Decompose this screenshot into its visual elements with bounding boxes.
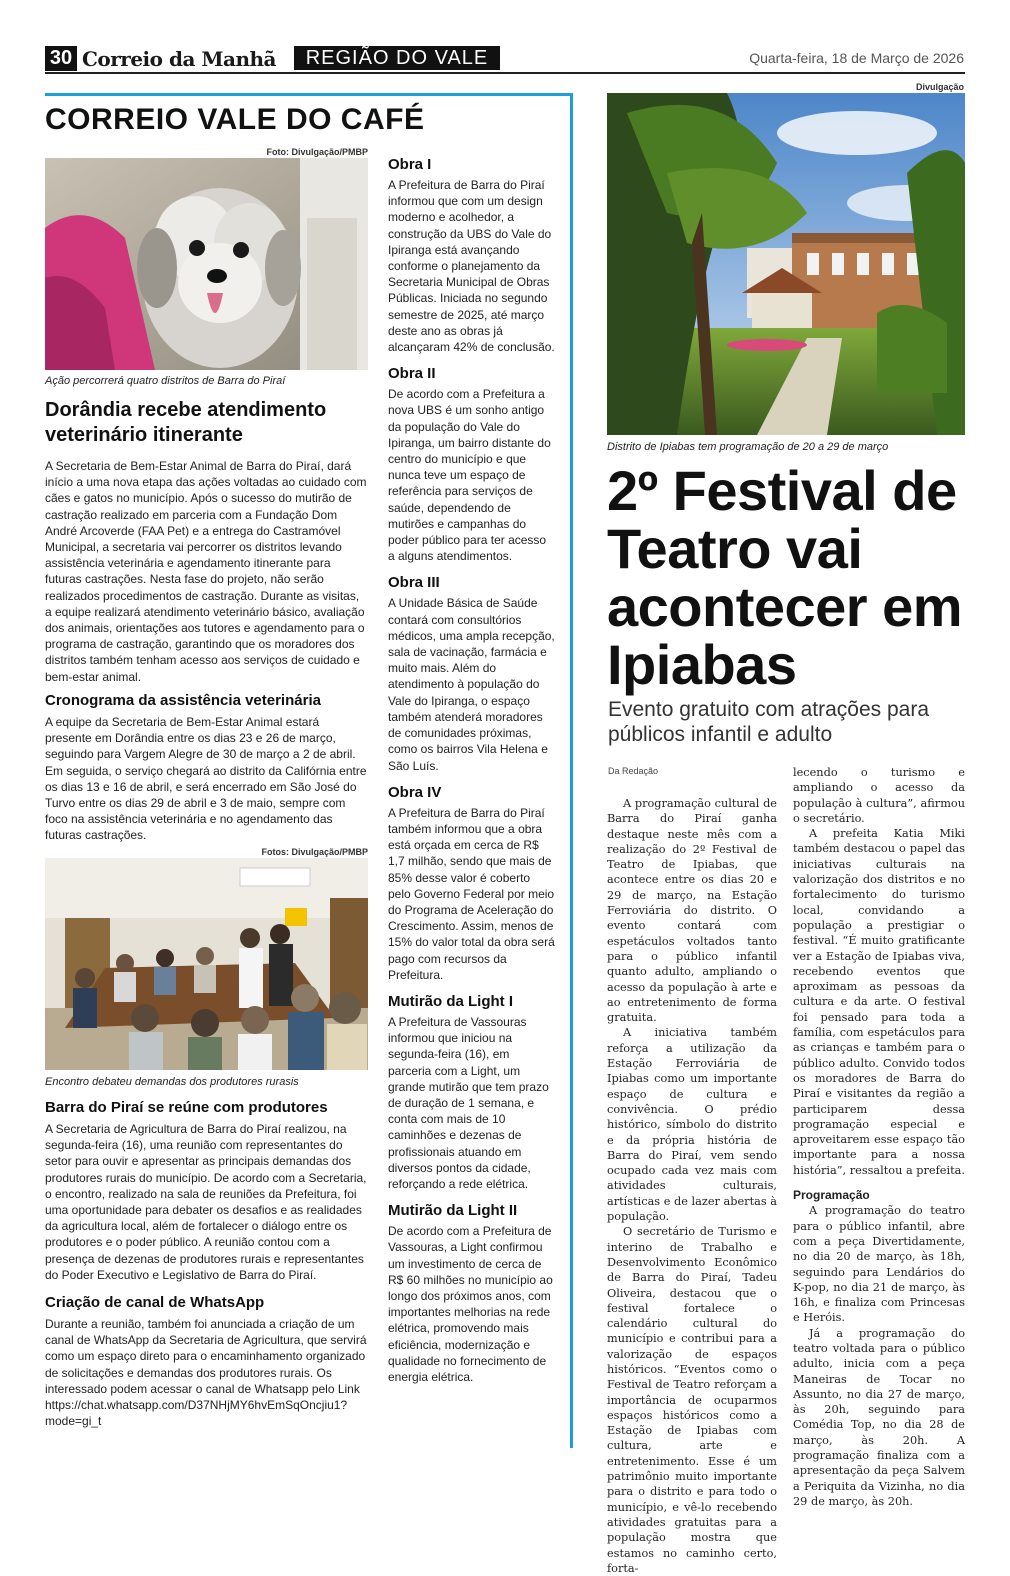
note-title: Obra III — [388, 574, 440, 592]
edition-date: Quarta-feira, 18 de Março de 2026 — [749, 50, 964, 66]
masthead-logo: Correio da Manhã — [82, 47, 277, 71]
note-text: De acordo com a Prefeitura a nova UBS é um sonho antigo da população do Vale do Ipiranga, um bairro distante do centro do município e que nunca teve um espaço de referência para serviços de saúde, dependendo de mutirões e campanhas do poder público para ter acesso a alguns atendimentos. — [388, 387, 551, 564]
article-column-1 — [607, 796, 777, 1576]
station-photo — [607, 93, 965, 435]
photo-caption: Distrito de Ipiabas tem programação de 20 a 29 de março — [607, 441, 889, 453]
article-column-2 — [793, 765, 965, 1509]
paragraph: A programação cultural de Barra do Piraí ganha destaque neste mês com a realização do 2º Festival de Teatro de Ipiabas, que acontece entre os dias 20 e 29 de março, na Estação Ferroviária do distrito. O evento contará com espetáculos voltados tanto para o público infantil quanto adulto, ampliando o acesso da população à arte e ao entretenimento de forma gratuita. — [607, 797, 777, 1025]
paragraph: A iniciativa também reforça a utilização da Estação Ferroviária de Ipiabas como um importante espaço de cultura e convivência. O prédio histórico, símbolo do distrito e da própria história de Barra do Piraí, vem sendo ocupado cada vez mais com atividades culturais, artísticas e de lazer abertas à população. — [607, 1026, 777, 1224]
paragraph: O secretário de Turismo e interino de Trabalho e Desenvolvimento Econômico de Barra do Piraí, Tadeu Oliveira, destacou que o festival fortalece o calendário cultural do município e contribui para a valorização de espaços históricos. “Eventos como o Festival de Teatro reforçam a importância de ocuparmos espaços históricos como a Estação de Ipiabas com cultura, arte e entretenimento. Esse é um patrimônio muito importante para o distrito e para todo o município, e vê-lo recebendo atividades gratuitas para a população mostra que estamos no caminho certo, forta- — [607, 1225, 777, 1575]
program-heading: Programação — [793, 1188, 870, 1203]
meeting-photo — [45, 858, 368, 1070]
dog-photo — [45, 158, 368, 370]
article-title: 2º Festival de Teatro vai acontecer em Ipiabas — [607, 459, 963, 696]
note-title: Obra IV — [388, 783, 442, 801]
article-body: Durante a reunião, também foi anunciada a criação de um canal de WhatsApp da Secretaria de Agricultura, que servirá como um espaço direto para o encaminhamento organizado de solicitações e demandas dos produtores rurais. Os interessado podem acessar o canal de Whatsapp pelo Link https://chat.whatsapp.com/D37NHjMY6hvEmSqOncjiu1?mode=gi_t — [45, 1317, 367, 1429]
photo-caption: Ação percorrerá quatro distritos de Barra do Piraí — [45, 375, 286, 387]
note-text: De acordo com a Prefeitura de Vassouras, a Light confirmou um investimento de cerca de R$ 60 milhões no município ao longo dos próximos anos, com importantes melhorias na rede elétrica, promovendo mais eficiência, modernização e qualidade no fornecimento de energia elétrica. — [388, 1224, 553, 1384]
paragraph: Já a programação do teatro voltada para o público adulto, inicia com a peça Maneiras de Tocar no Assunto, no dia 27 de março, às 20h, seguindo para Comédia Top, no dia 28 de março, às 20h. A programação finaliza com a apresentação da peça Salvem a Periquita da Vizinha, no dia 29 de março, às 20h. — [793, 1326, 965, 1508]
article-subtitle: Evento gratuito com atrações para públicos infantil e adulto — [608, 698, 930, 746]
byline: Da Redação — [608, 766, 659, 776]
photo-credit: Divulgação — [915, 82, 964, 92]
article-body: A equipe da Secretaria de Bem-Estar Animal estará presente em Dorândia entre os dias 23 e 26 de março, seguindo para Vargem Alegre de 30 de março a 2 de abril. Em seguida, o serviço chegará ao distrito da Califórnia entre os dias 13 e 16 de abril, e será encerrado em São José do Turvo entre os dias 29 de abril e 3 de maio, sempre com foco na assistência veterinária e no agendamento das futuras castrações. — [45, 715, 367, 843]
photo-credit: Foto: Divulgação/PMBP — [266, 147, 368, 157]
subheading: Barra do Piraí se reúne com produtores — [45, 1099, 328, 1116]
note-text: A Unidade Básica de Saúde contará com consultórios médicos, uma ampla recepção, sala de vacinação, farmácia e muito mais. Além do atendimento à população do Vale do Ipiranga, o espaço também atenderá moradores de comunidades próximas, como os bairros Vila Helena e São Luís. — [388, 596, 555, 773]
note-title: Obra I — [388, 156, 432, 173]
note-text: A Prefeitura de Vassouras informou que iniciou na segunda-feira (16), em parceria com a Light, um grande mutirão que tem prazo de duração de 1 semana, e conta com mais de 10 caminhões e dezenas de profissionais atuando em diversos pontos da cidade, reforçando a rede elétrica. — [388, 1014, 549, 1191]
paragraph: lecendo o turismo e ampliando o acesso da população à cultura”, afirmou o secretário. — [793, 766, 965, 825]
photo-credit: Fotos: Divulgação/PMBP — [261, 847, 368, 857]
page-number: 30 — [45, 46, 77, 71]
notes-column — [388, 156, 556, 1385]
section-kicker: CORREIO VALE DO CAFÉ — [45, 103, 425, 136]
note-title: Mutirão da Light I — [388, 992, 513, 1010]
article-headline: Dorândia recebe atendimento veterinário itinerante — [45, 399, 327, 446]
photo-caption: Encontro debateu demandas dos produtores rurasis — [45, 1076, 299, 1088]
note-text: A Prefeitura de Barra do Piraí também informou que a obra está orçada em cerca de R$ 1,7 milhão, sendo que mais de 85% desse valor é coberto pelo Governo Federal por meio do Programa de Aceleração do Crescimento. Assim, menos de 15% do valor total da obra será pago com recursos da Prefeitura. — [388, 805, 555, 982]
section-label: REGIÃO DO VALE — [294, 46, 500, 70]
paragraph: A programação do teatro para o público infantil, abre com a peça Divertidamente, no dia 20 de março, às 18h, seguindo para Lendários do K-pop, no dia 21 de março, às 16h, e finaliza com Princesas e Heróis. — [793, 1204, 965, 1325]
note-title: Obra II — [388, 365, 436, 383]
article-body: A Secretaria de Agricultura de Barra do Piraí realizou, na segunda-feira (16), uma reunião com representantes do setor para ouvir e apresentar as principais demandas dos produtores rurais do município. De acordo com a Secretaria, o encontro, realizado na sala de reuniões da Prefeitura, foi uma oportunidade para debater os desafios e as realidades da agricultura local, além de fortalecer o diálogo entre os produtores e o poder público. A reunião contou com a presença de dezenas de produtores rurais e representantes do Poder Executivo e Legislativo de Barra do Piraí. — [45, 1122, 367, 1282]
subheading: Cronograma da assistência veterinária — [45, 692, 321, 709]
section-frame-side — [570, 93, 573, 1448]
note-title: Mutirão da Light II — [388, 1202, 518, 1220]
subheading: Criação de canal de WhatsApp — [45, 1294, 265, 1311]
article-body: A Secretaria de Bem-Estar Animal de Barra do Piraí, dará início a uma nova etapa das ações voltadas ao cuidado com cães e gatos no município. Após o sucesso do mutirão de castração realizado em parceria com a Fundação Dom André Arcoverde (FAA Pet) e a entrega do Castramóvel Municipal, a secretaria vai percorrer os distritos levando assistência veterinária e agendamento itinerante para futuras castrações. Nesta fase do projeto, não serão realizados procedimentos de castração. Durante as visitas, a equipe realizará atendimento veterinário básico, avaliação dos animais, orientações aos tutores e agendamento para o programa de castração, garantindo que os moradores dos distritos também tenham acesso aos serviços de cuidado e bem-estar animal. — [45, 459, 367, 684]
note-text: A Prefeitura de Barra do Piraí informou que com um design moderno e acolhedor, a construção da UBS do Vale do Ipiranga está avançando conforme o planejamento da Secretaria Municipal de Obras Públicas. Iniciada no segundo semestre de 2025, até março deste ano as obras já alcançaram 42% de conclusão. — [388, 178, 555, 355]
paragraph: A prefeita Katia Miki também destacou o papel das iniciativas culturais na valorização dos distritos e no fortalecimento do turismo local, convidando a população a prestigiar o festival. “É muito gratificante ver a Estação de Ipiabas viva, recebendo eventos que aproximam as pessoas da cultura e da arte. O festival foi pensado para toda a família, com espetáculos para as crianças e também para o público adulto. Convido todos os moradores de Barra do Piraí e visitantes da região a participarem dessa programação especial e aproveitarem esse espaço tão importante para a nossa história”, ressaltou a prefeita. — [793, 827, 965, 1177]
section-frame-top — [45, 93, 573, 96]
header-rule — [45, 72, 965, 74]
